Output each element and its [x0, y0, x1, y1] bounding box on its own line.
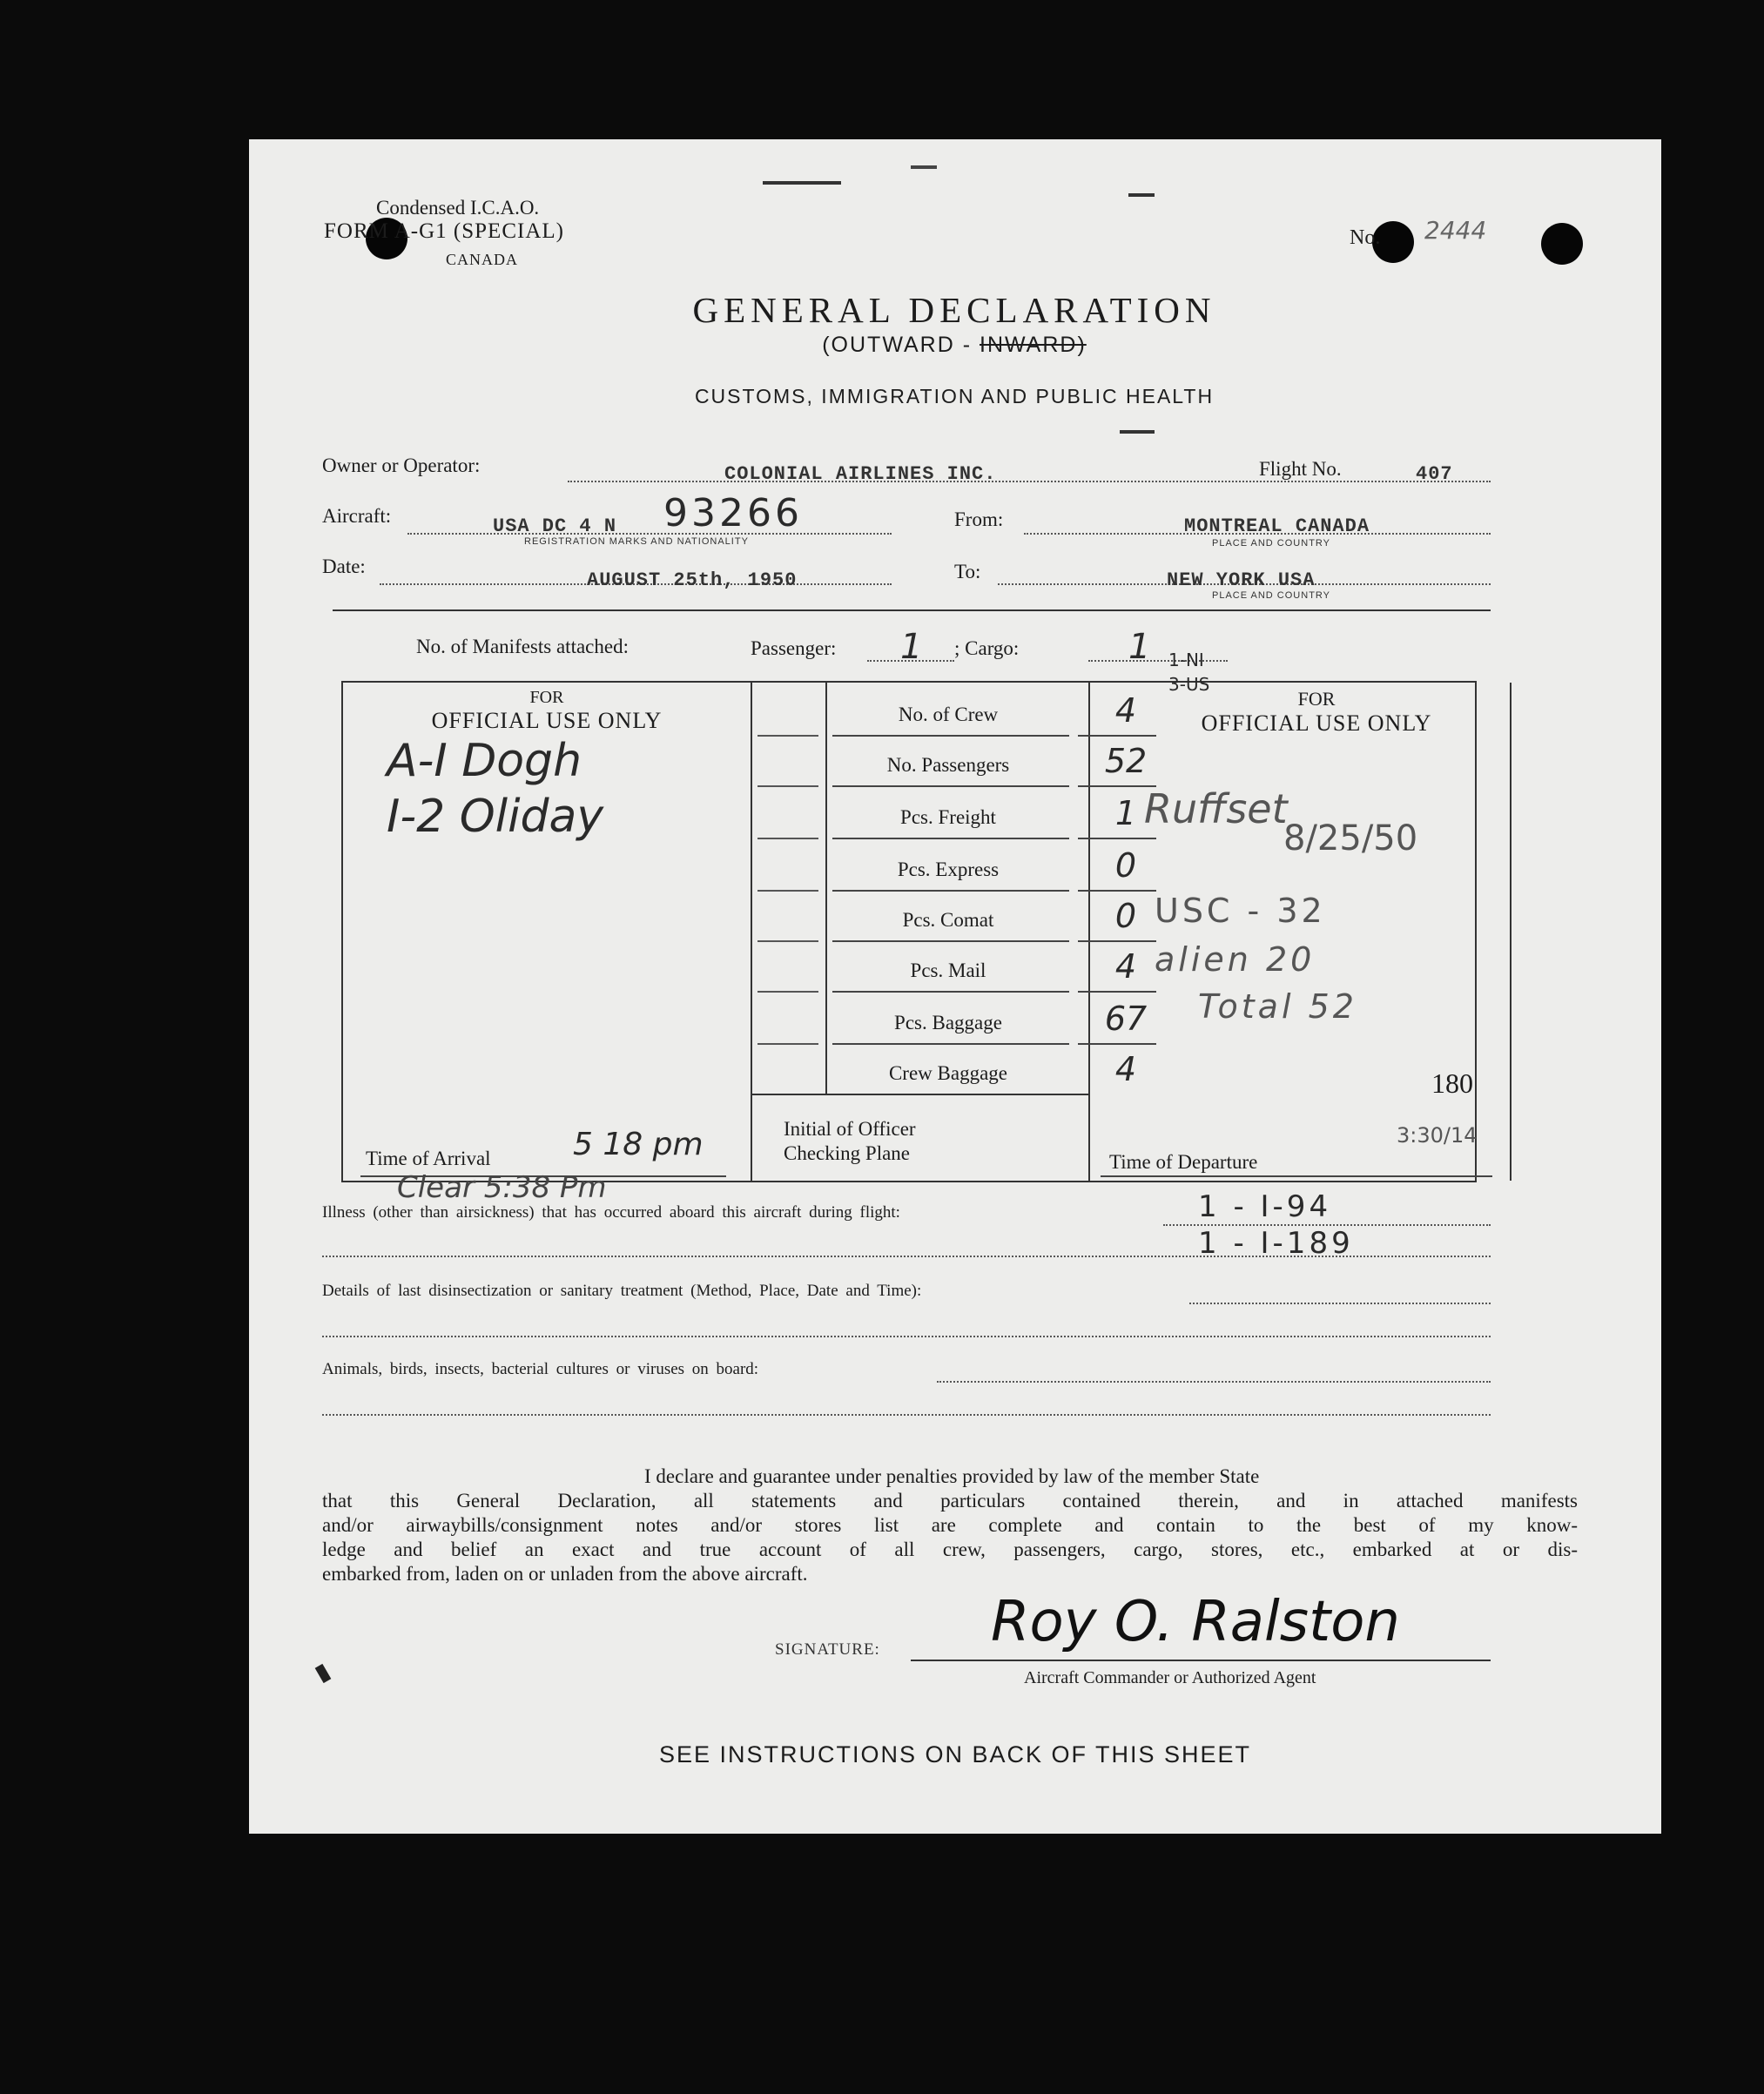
owner-value: COLONIAL AIRLINES INC.	[724, 463, 997, 485]
illness-value-1: 1 - I-94	[1198, 1189, 1332, 1224]
left-official-title2: OFFICIAL USE ONLY	[431, 708, 663, 733]
date-value: AUGUST 25th, 1950	[587, 569, 798, 591]
manifests-passenger-label: Passenger:	[751, 637, 837, 659]
scan-mark	[1120, 430, 1155, 434]
right-margin-note-1: 1-NI	[1168, 650, 1204, 670]
flight-label: Flight No.	[1259, 458, 1342, 480]
signature-value: Roy O. Ralston	[991, 1590, 1400, 1654]
scan-mark	[315, 1664, 332, 1683]
count-value: 4	[1114, 947, 1137, 986]
aircraft-label: Aircraft:	[322, 505, 392, 527]
count-label: No. of Crew	[898, 704, 999, 725]
aircraft-line	[407, 533, 892, 535]
count-label: Pcs. Freight	[900, 806, 996, 828]
right-note-usc: USC - 32	[1155, 892, 1326, 930]
signature-caption: Aircraft Commander or Authorized Agent	[1024, 1668, 1316, 1687]
to-label: To:	[954, 561, 981, 582]
official-box	[341, 650, 1478, 1182]
form-number-label: No.	[1350, 226, 1381, 249]
count-line	[832, 838, 1069, 839]
clearance-note: Clear 5:38 Pm	[397, 1170, 607, 1205]
right-official-title1: FOR	[1297, 688, 1336, 710]
left-note-1: A-I Dogh	[387, 735, 582, 787]
officer-line2: Checking Plane	[784, 1142, 910, 1164]
count-value-line	[1078, 940, 1156, 942]
from-caption: PLACE AND COUNTRY	[1212, 538, 1330, 549]
count-line	[832, 1043, 1069, 1045]
counts-list	[825, 683, 1191, 1094]
scan-mark	[1128, 193, 1155, 197]
right-note-date: 8/25/50	[1283, 818, 1418, 858]
right-number: 180	[1431, 1067, 1473, 1099]
tick-line	[757, 735, 818, 737]
arrival-label: Time of Arrival	[366, 1148, 491, 1169]
manifests-cargo-label: ; Cargo:	[954, 637, 1020, 659]
declaration-line-4: ledge and belief an exact and true account of all crew, passengers, cargo, stores, etc., embarked at or dis-	[322, 1539, 1578, 1560]
count-value: 67	[1104, 1000, 1148, 1038]
column-divider	[751, 683, 752, 1181]
count-line	[832, 890, 1069, 892]
count-label: Pcs. Comat	[902, 909, 994, 931]
right-margin-note-2: 3-US	[1168, 674, 1210, 695]
owner-label: Owner or Operator:	[322, 454, 481, 476]
disinsect-line	[1189, 1303, 1491, 1304]
from-label: From:	[954, 508, 1004, 530]
declaration-line-1: I declare and guarantee under penalties provided by law of the member State	[644, 1465, 1260, 1487]
tick-line	[757, 838, 818, 839]
punch-hole	[1541, 223, 1583, 265]
header-divider	[333, 609, 1491, 611]
page-subtitle	[562, 333, 1346, 358]
count-label: No. Passengers	[886, 754, 1010, 776]
form-id-line3: CANADA	[446, 251, 519, 268]
date-label: Date:	[322, 555, 366, 577]
form-number-value: 2444	[1424, 216, 1487, 245]
count-value-line	[1078, 838, 1156, 839]
tick-line	[757, 1043, 818, 1045]
count-value: 4	[1114, 1050, 1137, 1088]
right-official-title	[1088, 688, 1510, 737]
departure-line	[1101, 1175, 1492, 1177]
animals-line-2	[322, 1414, 1491, 1416]
count-value-line	[1078, 890, 1156, 892]
count-line	[832, 785, 1069, 787]
count-value: 1	[1114, 794, 1137, 832]
manifests-cargo-value: 1	[1128, 627, 1151, 667]
footer-instructions: SEE INSTRUCTIONS ON BACK OF THIS SHEET	[658, 1741, 1252, 1767]
officer-divider	[751, 1094, 1088, 1095]
manifests-passenger-value: 1	[900, 627, 923, 667]
count-value: 4	[1114, 691, 1137, 730]
count-value-line	[1078, 991, 1156, 993]
owner-line	[568, 481, 1491, 482]
right-note-total: Total 52	[1198, 987, 1357, 1026]
count-label: Pcs. Express	[897, 858, 1000, 880]
signature-label: SIGNATURE:	[775, 1640, 880, 1659]
illness-value-2: 1 - I-189	[1198, 1226, 1354, 1261]
page-title: GENERAL DECLARATION	[692, 290, 1216, 330]
illness-label: Illness (other than airsickness) that has occurred aboard this aircraft during flight:	[322, 1203, 900, 1222]
count-value: 0	[1114, 846, 1137, 885]
aircraft-caption: REGISTRATION MARKS AND NATIONALITY	[524, 536, 749, 547]
form-id-line1: Condensed I.C.A.O.	[376, 197, 540, 219]
form-id-line2: FORM A-G1 (SPECIAL)	[324, 219, 564, 243]
right-official-title2: OFFICIAL USE ONLY	[1201, 710, 1432, 736]
subtitle-inward: INWARD)	[980, 333, 1087, 357]
animals-label: Animals, birds, insects, bacterial cultures or viruses on board:	[322, 1360, 759, 1378]
count-line	[832, 940, 1069, 942]
scan-mark	[911, 165, 937, 169]
signature-line	[911, 1660, 1491, 1661]
tick-line	[757, 940, 818, 942]
flight-value: 407	[1416, 463, 1453, 485]
count-line	[832, 735, 1069, 737]
count-value: 52	[1104, 742, 1148, 780]
left-note-2: I-2 Oliday	[387, 791, 604, 843]
officer-line1: Initial of Officer	[784, 1118, 916, 1140]
declaration-line-5: embarked from, laden on or unladen from the above aircraft.	[322, 1563, 808, 1585]
to-value: NEW YORK USA	[1167, 569, 1316, 591]
declaration-sheet	[249, 139, 1661, 1834]
count-label: Crew Baggage	[888, 1062, 1008, 1084]
animals-line	[937, 1381, 1491, 1383]
departure-value: 3:30/14	[1397, 1123, 1478, 1148]
column-divider	[1510, 683, 1512, 1181]
count-line	[832, 991, 1069, 993]
right-note-signature: Ruffset	[1144, 785, 1288, 832]
disinsect-label: Details of last disinsectization or sanitary treatment (Method, Place, Date and Time):	[322, 1282, 922, 1300]
subtitle-outward: (OUTWARD -	[822, 333, 973, 357]
manifests-cargo-line	[1088, 660, 1228, 662]
left-official-title1: FOR	[529, 688, 564, 707]
departure-label: Time of Departure	[1109, 1151, 1258, 1173]
count-label: Pcs. Baggage	[894, 1012, 1002, 1034]
to-caption: PLACE AND COUNTRY	[1212, 590, 1330, 601]
arrival-value: 5 18 pm	[573, 1127, 704, 1162]
disinsect-line-2	[322, 1336, 1491, 1337]
right-note-alien: alien 20	[1155, 940, 1316, 979]
count-label: Pcs. Mail	[910, 959, 986, 981]
aircraft-hand-value: 93266	[663, 491, 803, 535]
left-official-title	[343, 688, 751, 734]
declaration-line-2: that this General Declaration, all statements and particulars contained therein, and in attached manifests	[322, 1490, 1578, 1512]
from-value: MONTREAL CANADA	[1184, 515, 1370, 537]
agency-line: CUSTOMS, IMMIGRATION AND PUBLIC HEALTH	[694, 385, 1215, 407]
aircraft-typed-value: USA DC 4 N	[493, 515, 617, 537]
scan-mark	[763, 181, 841, 185]
tick-line	[757, 991, 818, 993]
tick-line	[757, 890, 818, 892]
manifests-label: No. of Manifests attached:	[416, 636, 629, 657]
count-value-line	[1078, 1043, 1156, 1045]
tick-line	[757, 785, 818, 787]
count-value: 0	[1114, 897, 1137, 935]
declaration-line-3: and/or airwaybills/consignment notes and/or stores list are complete and contain to the best of my know-	[322, 1514, 1578, 1536]
